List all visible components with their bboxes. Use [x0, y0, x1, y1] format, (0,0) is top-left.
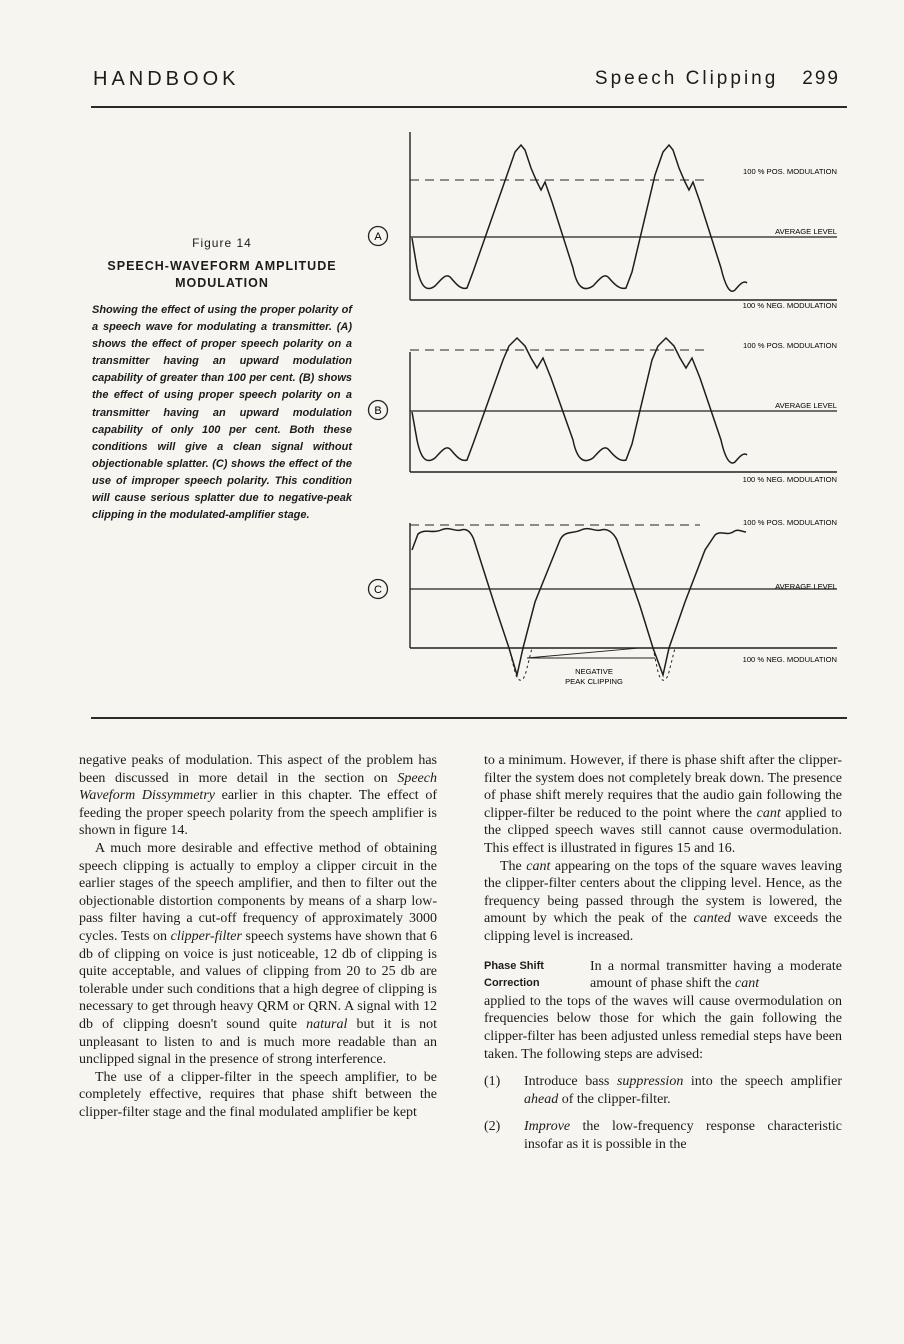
list-item: (2) Improve the low-frequency response characteristic insofar as it is possible in the	[484, 1119, 842, 1152]
paragraph: The cant appearing on the tops of the square waves leaving the clipper-filter centers about the clipping level. Hence, as the frequency being passed through the system is lowered, the amount by which the peak of the canted wave exceeds the clipping level is increased.	[484, 858, 842, 944]
figure-title-line: MODULATION	[175, 276, 269, 290]
paragraph: to a minimum. However, if there is phase shift after the clipper-filter the system does not completely break down. The presence of phase shift merely requires that the audio gain following the clipper-filter be reduced to the point where the cant applied to the clipped speech waves still cannot cause overmodulation. This effect is illustrated in figures 15 and 16.	[484, 753, 842, 856]
page-number: 299	[802, 68, 840, 89]
waveform-figure	[355, 120, 845, 700]
avg-level-label: AVERAGE LEVEL	[775, 401, 837, 410]
pos-mod-label: 100 % POS. MODULATION	[743, 518, 837, 527]
neg-mod-label: 100 % NEG. MODULATION	[742, 475, 837, 484]
avg-level-label: AVERAGE LEVEL	[775, 227, 837, 236]
figure-label: Figure 14	[192, 236, 252, 250]
paragraph: negative peaks of modulation. This aspect of the problem has been discussed in more detail in the section on Speech Waveform Dissymmetry earlier in this chapter. The effect of feeding the proper speech polarity from the speech amplifier is shown in figure 14.	[79, 753, 437, 839]
right-column	[484, 752, 842, 1153]
figure-title	[92, 258, 352, 292]
avg-level-label: AVERAGE LEVEL	[775, 582, 837, 591]
panel-marker-text: B	[374, 405, 382, 417]
paragraph: In a normal transmitter having a moderate amount of phase shift the cant	[590, 958, 842, 992]
clip-label-line2: PEAK CLIPPING	[565, 677, 623, 686]
side-heading-block	[484, 958, 842, 993]
panel-marker-text: C	[374, 584, 382, 596]
side-heading: Phase Shift Correction	[484, 959, 544, 990]
neg-mod-label: 100 % NEG. MODULATION	[742, 301, 837, 310]
panel-marker-text: A	[374, 231, 382, 243]
list-item: (1) Introduce bass suppression into the speech amplifier ahead of the clipper-filter.	[484, 1074, 842, 1107]
clip-pointer-lines	[527, 648, 655, 658]
panel-c-marker	[369, 580, 388, 599]
pos-mod-label: 100 % POS. MODULATION	[743, 167, 837, 176]
running-head-right	[595, 68, 840, 90]
header-rule	[91, 106, 847, 108]
neg-mod-label: 100 % NEG. MODULATION	[742, 655, 837, 664]
paragraph: A much more desirable and effective method of obtaining speech clipping is actually to employ a clipper circuit in the earlier stages of the speech amplifier, and then to filter out the objectionable distortion components by means of a sharp low-pass filter having a cut-off frequency of approximately 3000 cycles. Tests on clipper-filter speech systems have shown that 6 db of clipping on voice is just noticeable, 12 db of clipping is quite acceptable, and values of clipping from 20 to 25 db are tolerable under such conditions that a high degree of clipping is necessary to get through heavy QRM or QRN. A signal with 12 db of clipping doesn't sound quite natural but it is not unpleasant to listen to and is much more readable than an unclipped signal in the presence of strong interference.	[79, 840, 437, 1068]
waveform-b	[412, 338, 747, 463]
section-title: Speech Clipping	[594, 68, 779, 89]
figure-caption-text: Showing the effect of using the proper polarity of a speech wave for modulating a transmitter. (A) shows the effect of proper speech polarity on a transmitter having an upward modulation capability of greater than 100 per cent. (B) shows the effect of using proper speech polarity on a transmitter having an upward modulation capability of only 100 per cent. Both these conditions will give a clean signal without objectionable splatter. (C) shows the effect of the use of improper speech polarity. This condition will cause serious splatter due to negative-peak clipping in the modulated-amplifier stage.	[92, 304, 352, 522]
panel-a-marker	[369, 227, 388, 246]
running-head-left: HANDBOOK	[93, 68, 240, 90]
panel-b-marker	[369, 401, 388, 420]
clip-label-line1: NEGATIVE	[575, 667, 613, 676]
figure-title-line: SPEECH-WAVEFORM AMPLITUDE	[107, 259, 337, 273]
left-column	[79, 752, 437, 1121]
figure-rule	[91, 717, 847, 719]
paragraph: applied to the tops of the waves will cause overmodulation on frequencies below those for which the gain following the clipper-filter has been adjusted unless remedial steps have been taken. The following steps are advised:	[484, 993, 842, 1062]
waveform-a	[412, 145, 747, 291]
pos-mod-label: 100 % POS. MODULATION	[743, 341, 837, 350]
figure-caption	[92, 236, 352, 524]
paragraph: The use of a clipper-filter in the speech amplifier, to be completely effective, requires that phase shift between the clipper-filter stage and the final modulated amplifier be kept	[79, 1069, 437, 1120]
